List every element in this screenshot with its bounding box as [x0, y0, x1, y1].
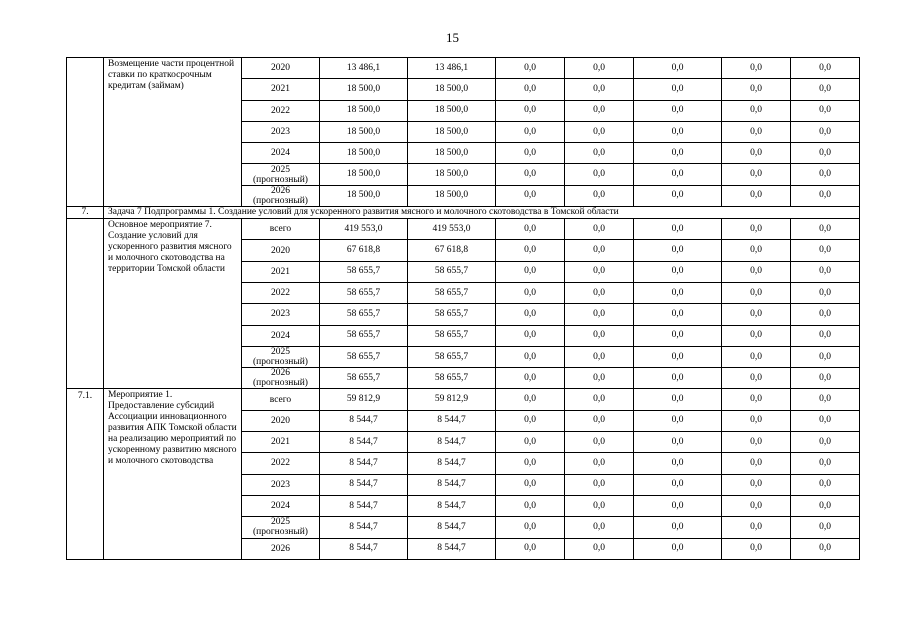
value-cell: 0,0 [722, 346, 791, 367]
year-cell: 2023 [242, 121, 320, 142]
value-cell: 0,0 [565, 432, 634, 453]
value-cell: 18 500,0 [320, 79, 408, 100]
value-cell: 8 544,7 [320, 538, 408, 559]
value-cell: 0,0 [791, 164, 860, 185]
value-cell: 0,0 [634, 185, 722, 206]
value-cell: 0,0 [634, 346, 722, 367]
value-cell: 8 544,7 [408, 432, 496, 453]
year-cell: 2026 [242, 538, 320, 559]
value-cell: 0,0 [634, 495, 722, 516]
value-cell: 0,0 [791, 219, 860, 240]
value-cell: 0,0 [722, 282, 791, 303]
value-cell: 419 553,0 [320, 219, 408, 240]
value-cell: 58 655,7 [320, 346, 408, 367]
value-cell: 58 655,7 [408, 368, 496, 389]
value-cell: 0,0 [496, 164, 565, 185]
value-cell: 0,0 [722, 389, 791, 410]
value-cell: 0,0 [496, 474, 565, 495]
task-title: Задача 7 Подпрограммы 1. Создание условий для ускоренного развития мясного и молочного скотоводства в Томской области [104, 207, 860, 219]
value-cell: 0,0 [722, 538, 791, 559]
value-cell: 18 500,0 [320, 100, 408, 121]
value-cell: 13 486,1 [320, 58, 408, 79]
value-cell: 0,0 [722, 219, 791, 240]
value-cell: 0,0 [791, 474, 860, 495]
value-cell: 58 655,7 [408, 304, 496, 325]
table-row [67, 58, 860, 79]
value-cell: 58 655,7 [408, 282, 496, 303]
value-cell: 8 544,7 [320, 410, 408, 431]
value-cell: 0,0 [634, 121, 722, 142]
value-cell: 0,0 [791, 432, 860, 453]
value-cell: 0,0 [565, 121, 634, 142]
value-cell: 58 655,7 [320, 282, 408, 303]
year-cell: 2020 [242, 240, 320, 261]
value-cell: 0,0 [565, 100, 634, 121]
value-cell: 0,0 [722, 517, 791, 538]
value-cell: 0,0 [565, 143, 634, 164]
value-cell: 0,0 [565, 325, 634, 346]
task-number: 7. [67, 207, 104, 219]
value-cell: 0,0 [565, 389, 634, 410]
value-cell: 0,0 [565, 538, 634, 559]
value-cell: 0,0 [634, 538, 722, 559]
value-cell: 0,0 [565, 517, 634, 538]
value-cell: 0,0 [565, 346, 634, 367]
value-cell: 8 544,7 [408, 538, 496, 559]
value-cell: 0,0 [634, 368, 722, 389]
value-cell: 18 500,0 [320, 164, 408, 185]
value-cell: 58 655,7 [408, 261, 496, 282]
activity-name: Мероприятие 1. Предоставление субсидий Ассоциации инновационного развития АПК Томской области на реализацию мероприятий по ускоренному развитию мясного и молочного скотоводства [104, 389, 242, 559]
value-cell: 0,0 [634, 325, 722, 346]
value-cell: 0,0 [496, 219, 565, 240]
value-cell: 0,0 [791, 368, 860, 389]
value-cell: 0,0 [565, 164, 634, 185]
year-cell: 2020 [242, 58, 320, 79]
value-cell: 0,0 [496, 538, 565, 559]
value-cell: 18 500,0 [408, 100, 496, 121]
value-cell: 18 500,0 [408, 143, 496, 164]
value-cell: 8 544,7 [320, 517, 408, 538]
value-cell: 0,0 [791, 453, 860, 474]
value-cell: 0,0 [565, 368, 634, 389]
year-cell: 2026 (прогнозный) [242, 368, 320, 389]
value-cell: 0,0 [634, 100, 722, 121]
row-number [67, 219, 104, 389]
value-cell: 0,0 [791, 100, 860, 121]
table-body [67, 58, 860, 560]
value-cell: 0,0 [634, 432, 722, 453]
value-cell: 0,0 [565, 410, 634, 431]
value-cell: 0,0 [496, 495, 565, 516]
value-cell: 58 655,7 [320, 304, 408, 325]
year-cell: всего [242, 219, 320, 240]
year-cell: 2024 [242, 143, 320, 164]
value-cell: 0,0 [634, 219, 722, 240]
value-cell: 0,0 [496, 100, 565, 121]
year-cell: 2021 [242, 261, 320, 282]
value-cell: 8 544,7 [408, 410, 496, 431]
value-cell: 0,0 [565, 58, 634, 79]
value-cell: 8 544,7 [320, 432, 408, 453]
value-cell: 13 486,1 [408, 58, 496, 79]
value-cell: 0,0 [496, 58, 565, 79]
value-cell: 0,0 [634, 304, 722, 325]
value-cell: 0,0 [496, 185, 565, 206]
value-cell: 0,0 [496, 410, 565, 431]
row-number: 7.1. [67, 389, 104, 559]
value-cell: 0,0 [722, 368, 791, 389]
year-cell: 2025 (прогнозный) [242, 517, 320, 538]
value-cell: 0,0 [634, 164, 722, 185]
value-cell: 0,0 [496, 432, 565, 453]
value-cell: 18 500,0 [320, 121, 408, 142]
value-cell: 0,0 [634, 517, 722, 538]
page-number: 15 [446, 30, 459, 45]
table-row [67, 219, 860, 240]
value-cell: 0,0 [565, 282, 634, 303]
value-cell: 0,0 [565, 495, 634, 516]
activity-name: Возмещение части процентной ставки по краткосрочным кредитам (займам) [104, 58, 242, 207]
value-cell: 419 553,0 [408, 219, 496, 240]
value-cell: 8 544,7 [408, 453, 496, 474]
value-cell: 0,0 [634, 143, 722, 164]
value-cell: 0,0 [722, 185, 791, 206]
value-cell: 0,0 [791, 58, 860, 79]
value-cell: 0,0 [496, 389, 565, 410]
value-cell: 58 655,7 [408, 325, 496, 346]
value-cell: 67 618,8 [320, 240, 408, 261]
value-cell: 0,0 [791, 495, 860, 516]
value-cell: 18 500,0 [408, 121, 496, 142]
value-cell: 0,0 [496, 79, 565, 100]
value-cell: 8 544,7 [408, 495, 496, 516]
year-cell: 2021 [242, 79, 320, 100]
value-cell: 8 544,7 [320, 474, 408, 495]
value-cell: 0,0 [722, 143, 791, 164]
value-cell: 0,0 [791, 346, 860, 367]
value-cell: 0,0 [634, 58, 722, 79]
value-cell: 0,0 [722, 79, 791, 100]
value-cell: 0,0 [722, 432, 791, 453]
value-cell: 0,0 [791, 79, 860, 100]
value-cell: 0,0 [791, 261, 860, 282]
year-cell: 2021 [242, 432, 320, 453]
year-cell: 2025 (прогнозный) [242, 164, 320, 185]
value-cell: 8 544,7 [320, 453, 408, 474]
value-cell: 0,0 [496, 453, 565, 474]
value-cell: 8 544,7 [408, 517, 496, 538]
value-cell: 0,0 [722, 100, 791, 121]
value-cell: 58 655,7 [320, 261, 408, 282]
value-cell: 0,0 [722, 261, 791, 282]
activity-name: Основное мероприятие 7. Создание условий для ускоренного развития мясного и молочного скотоводства на территории Томской области [104, 219, 242, 389]
value-cell: 59 812,9 [320, 389, 408, 410]
value-cell: 0,0 [791, 185, 860, 206]
value-cell: 0,0 [496, 346, 565, 367]
value-cell: 0,0 [565, 453, 634, 474]
value-cell: 0,0 [722, 121, 791, 142]
year-cell: 2024 [242, 325, 320, 346]
value-cell: 0,0 [565, 219, 634, 240]
value-cell: 0,0 [722, 453, 791, 474]
year-cell: 2022 [242, 282, 320, 303]
year-cell: 2023 [242, 304, 320, 325]
value-cell: 0,0 [634, 79, 722, 100]
value-cell: 0,0 [565, 79, 634, 100]
value-cell: 58 655,7 [408, 346, 496, 367]
year-cell: 2020 [242, 410, 320, 431]
value-cell: 0,0 [722, 410, 791, 431]
value-cell: 0,0 [634, 282, 722, 303]
value-cell: 0,0 [565, 261, 634, 282]
value-cell: 0,0 [565, 240, 634, 261]
year-cell: 2026 (прогнозный) [242, 185, 320, 206]
value-cell: 18 500,0 [320, 143, 408, 164]
value-cell: 0,0 [791, 143, 860, 164]
value-cell: 0,0 [791, 538, 860, 559]
value-cell: 0,0 [791, 389, 860, 410]
value-cell: 0,0 [496, 325, 565, 346]
year-cell: 2024 [242, 495, 320, 516]
value-cell: 0,0 [722, 304, 791, 325]
value-cell: 0,0 [565, 304, 634, 325]
value-cell: 0,0 [496, 517, 565, 538]
value-cell: 0,0 [496, 282, 565, 303]
value-cell: 0,0 [791, 282, 860, 303]
value-cell: 0,0 [634, 261, 722, 282]
value-cell: 8 544,7 [320, 495, 408, 516]
value-cell: 18 500,0 [408, 164, 496, 185]
value-cell: 0,0 [634, 389, 722, 410]
year-cell: 2022 [242, 453, 320, 474]
year-cell: 2023 [242, 474, 320, 495]
value-cell: 0,0 [496, 368, 565, 389]
value-cell: 0,0 [496, 143, 565, 164]
task-row [67, 207, 860, 219]
value-cell: 0,0 [791, 304, 860, 325]
year-cell: 2025 (прогнозный) [242, 346, 320, 367]
value-cell: 0,0 [634, 410, 722, 431]
value-cell: 18 500,0 [408, 79, 496, 100]
row-number [67, 58, 104, 207]
value-cell: 67 618,8 [408, 240, 496, 261]
year-cell: 2022 [242, 100, 320, 121]
value-cell: 58 655,7 [320, 368, 408, 389]
value-cell: 18 500,0 [320, 185, 408, 206]
value-cell: 0,0 [496, 240, 565, 261]
value-cell: 8 544,7 [408, 474, 496, 495]
value-cell: 0,0 [791, 517, 860, 538]
value-cell: 0,0 [722, 474, 791, 495]
value-cell: 58 655,7 [320, 325, 408, 346]
value-cell: 0,0 [791, 240, 860, 261]
value-cell: 0,0 [634, 453, 722, 474]
value-cell: 0,0 [565, 185, 634, 206]
value-cell: 0,0 [791, 325, 860, 346]
financing-table [66, 57, 860, 560]
year-cell: всего [242, 389, 320, 410]
value-cell: 0,0 [496, 121, 565, 142]
value-cell: 0,0 [722, 164, 791, 185]
value-cell: 18 500,0 [408, 185, 496, 206]
value-cell: 0,0 [634, 474, 722, 495]
value-cell: 0,0 [791, 410, 860, 431]
value-cell: 0,0 [791, 121, 860, 142]
value-cell: 0,0 [496, 261, 565, 282]
value-cell: 0,0 [634, 240, 722, 261]
value-cell: 0,0 [565, 474, 634, 495]
value-cell: 59 812,9 [408, 389, 496, 410]
value-cell: 0,0 [722, 495, 791, 516]
value-cell: 0,0 [722, 58, 791, 79]
value-cell: 0,0 [722, 325, 791, 346]
value-cell: 0,0 [722, 240, 791, 261]
table-row [67, 389, 860, 410]
value-cell: 0,0 [496, 304, 565, 325]
